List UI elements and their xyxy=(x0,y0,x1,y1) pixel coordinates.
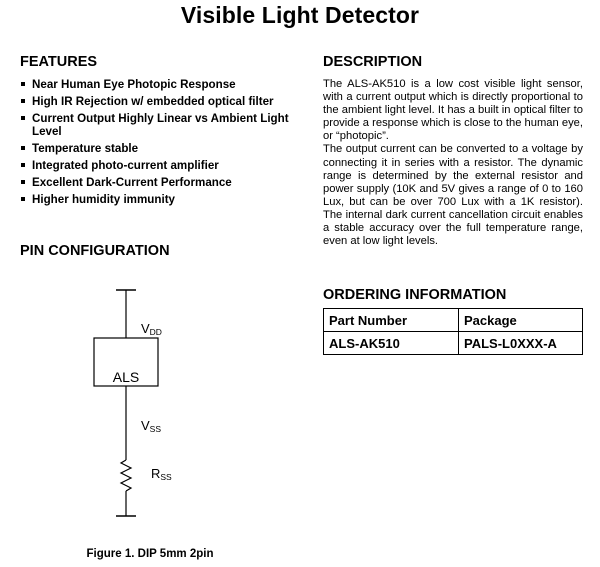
feature-item: Higher humidity immunity xyxy=(20,193,290,206)
features-heading: FEATURES xyxy=(20,54,98,70)
description-paragraph: The ALS-AK510 is a low cost visible light sensor, with a current output which is directly proportional to the ambient light level. It has a built in optical filter to provide a response which is close to the human eye, or “photopic”. xyxy=(323,78,583,143)
column-header: Package xyxy=(459,309,583,332)
description-paragraph: The output current can be converted to a voltage by connecting it in series with a resistor. The dynamic range is determined by the external resistor and power supply (10K and 5V gives a range of 0 to 160 Lux, but can be over 700 Lux with a 1K resistor). The internal dark current cancellation circuit enables a stable accuracy over the full temperature range, even at low light levels. xyxy=(323,143,583,248)
package-cell: PALS-L0XXX-A xyxy=(459,332,583,355)
description-heading: DESCRIPTION xyxy=(323,54,423,70)
feature-item: Current Output Highly Linear vs Ambient Light Level xyxy=(20,112,290,138)
feature-item: Integrated photo-current amplifier xyxy=(20,159,290,172)
column-header: Part Number xyxy=(324,309,459,332)
features-list xyxy=(20,78,290,210)
table-row xyxy=(324,332,583,355)
table-header-row xyxy=(324,309,583,332)
ordering-heading: ORDERING INFORMATION xyxy=(323,287,507,303)
resistor-symbol xyxy=(121,460,131,491)
description-text xyxy=(323,78,583,248)
vss-label: VSS xyxy=(141,418,162,434)
ordering-table xyxy=(323,308,583,355)
rss-label: RSS xyxy=(151,466,172,482)
feature-item: Excellent Dark-Current Performance xyxy=(20,176,290,189)
page-title: Visible Light Detector xyxy=(180,2,420,28)
feature-item: Near Human Eye Photopic Response xyxy=(20,78,290,91)
pin-diagram xyxy=(60,280,220,540)
vdd-label: VDD xyxy=(141,321,162,337)
chip-label: ALS xyxy=(112,369,140,385)
feature-item: Temperature stable xyxy=(20,142,290,155)
part-number-cell: ALS-AK510 xyxy=(324,332,459,355)
feature-item: High IR Rejection w/ embedded optical filter xyxy=(20,95,290,108)
figure-caption: Figure 1. DIP 5mm 2pin xyxy=(86,548,214,560)
pin-configuration-heading: PIN CONFIGURATION xyxy=(20,243,170,259)
